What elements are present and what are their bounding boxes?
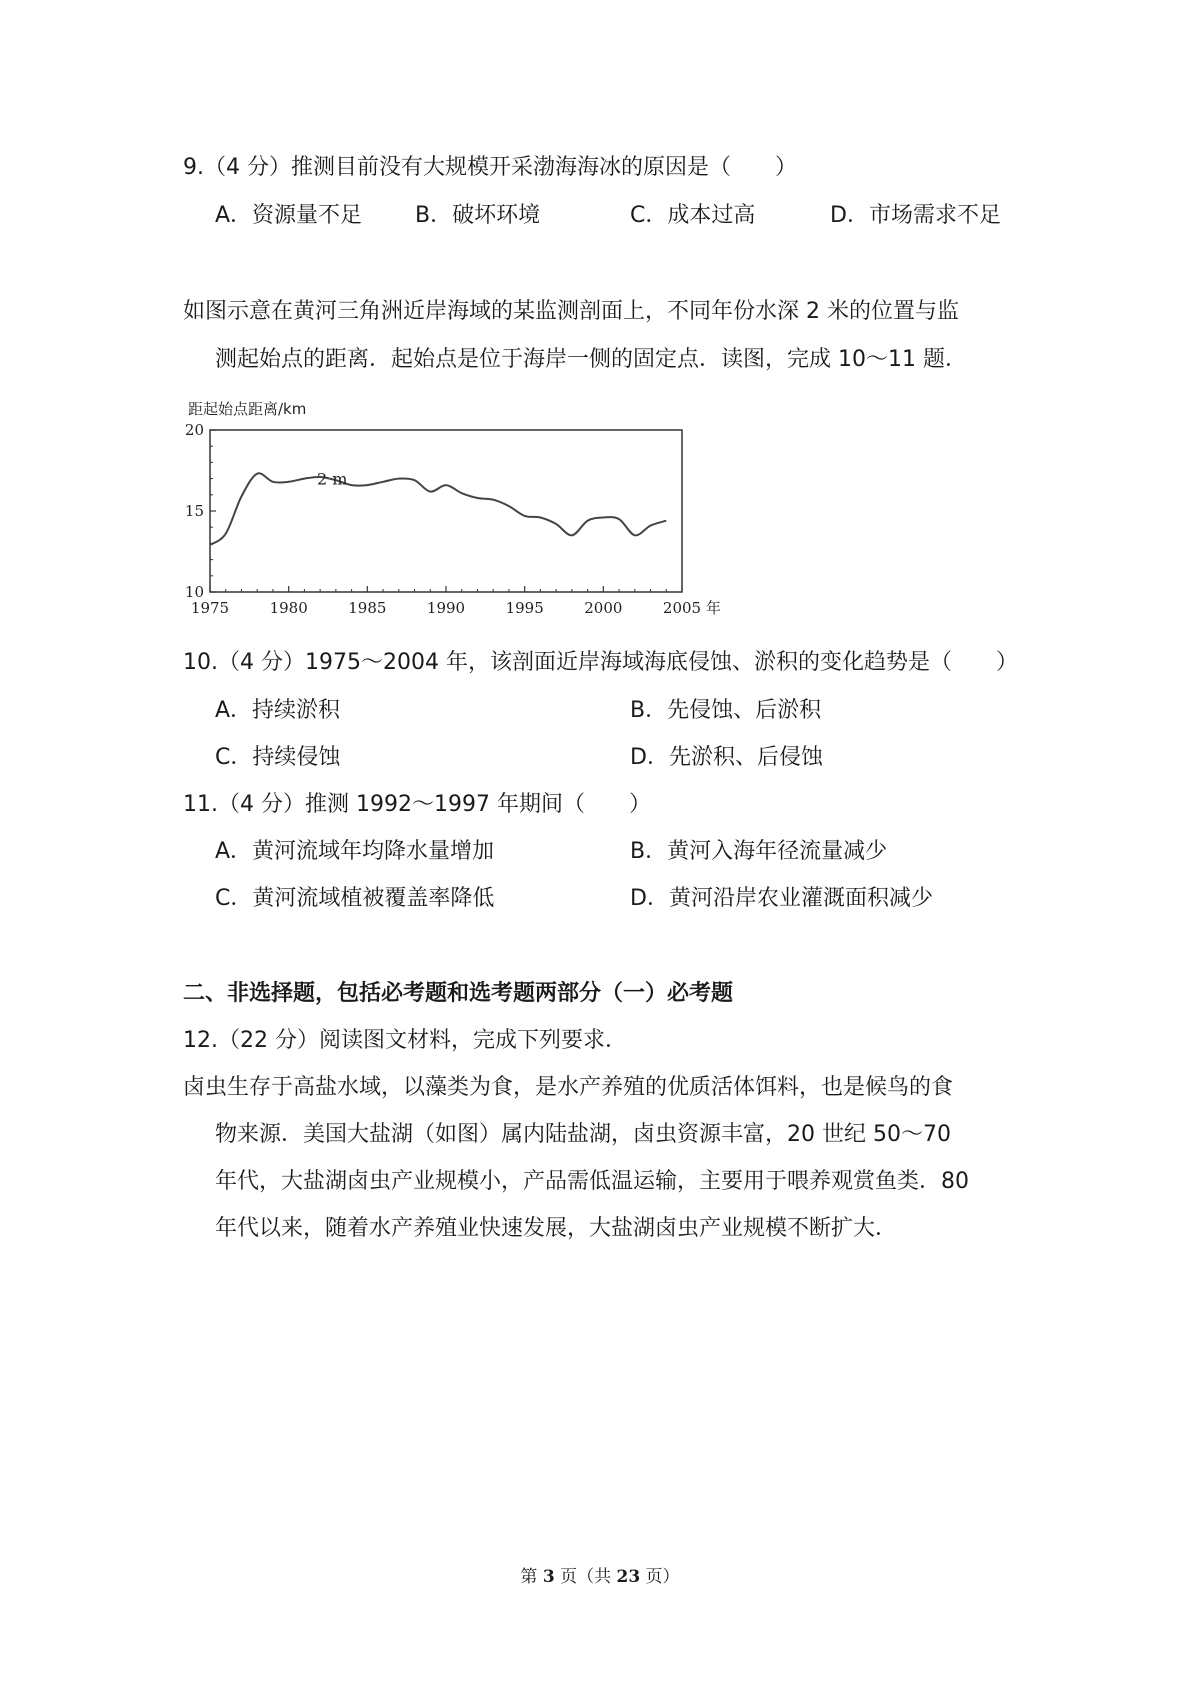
y-tick-label: 15 xyxy=(184,502,204,520)
intro-line-2: 测起始点的距离．起始点是位于海岸一侧的固定点．读图，完成 10～11 题． xyxy=(215,347,967,372)
q12-material-line-1: 卤虫生存于高盐水域，以藻类为食，是水产养殖的优质活体饵料，也是候鸟的食 xyxy=(183,1075,954,1100)
q9-option-d: D．市场需求不足 xyxy=(830,203,1001,228)
footer-suffix: 页） xyxy=(640,1567,680,1587)
footer-middle: 页（共 xyxy=(554,1567,617,1587)
x-tick-label: 1975 xyxy=(190,599,230,617)
q11-stem: 11.（4 分）推测 1992～1997 年期间（ ） xyxy=(183,792,651,817)
x-tick-label: 1985 xyxy=(348,599,387,617)
q10-option-d: D．先淤积、后侵蚀 xyxy=(630,745,823,770)
q12-material-line-2: 物来源．美国大盐湖（如图）属内陆盐湖，卤虫资源丰富，20 世纪 50～70 xyxy=(215,1122,951,1147)
footer-page-number: 3 xyxy=(542,1567,555,1587)
q11-option-b: B．黄河入海年径流量减少 xyxy=(630,839,888,864)
intro-line-1: 如图示意在黄河三角洲近岸海域的某监测剖面上，不同年份水深 2 米的位置与监 xyxy=(183,299,959,324)
q12-material-line-3: 年代，大盐湖卤虫产业规模小，产品需低温运输，主要用于喂养观赏鱼类．80 xyxy=(215,1169,969,1194)
x-tick-label: 1995 xyxy=(505,599,544,617)
section2-heading: 二、非选择题，包括必考题和选考题两部分（一）必考题 xyxy=(183,981,734,1006)
series-line-2m xyxy=(210,473,666,545)
q11-option-c: C．黄河流域植被覆盖率降低 xyxy=(215,886,495,911)
chart-y-title: 距起始点距离/km xyxy=(188,400,307,418)
x-tick-label: 1980 xyxy=(269,599,308,617)
q9-stem: 9.（4 分）推测目前没有大规模开采渤海海冰的原因是（ ） xyxy=(183,155,797,180)
footer-total-pages: 23 xyxy=(616,1567,641,1587)
x-tick-label: 2000 xyxy=(584,599,623,617)
x-tick-label: 1990 xyxy=(426,599,466,617)
y-tick-label: 10 xyxy=(184,583,204,601)
x-tick-label: 2005 xyxy=(662,599,702,617)
page-footer xyxy=(0,1562,1200,1587)
q12-material-line-4: 年代以来，随着水产养殖业快速发展，大盐湖卤虫产业规模不断扩大． xyxy=(215,1216,898,1241)
distance-line-chart xyxy=(180,412,740,632)
q11-option-d: D．黄河沿岸农业灌溉面积减少 xyxy=(630,886,933,911)
footer-prefix: 第 xyxy=(520,1567,543,1587)
q10-option-a: A．持续淤积 xyxy=(215,698,341,723)
q11-option-a: A．黄河流域年均降水量增加 xyxy=(215,839,495,864)
q9-option-b: B．破坏环境 xyxy=(415,203,541,228)
x-axis-label: 年 xyxy=(706,599,722,617)
series-label-2m: 2 m xyxy=(316,469,348,489)
q10-option-b: B．先侵蚀、后淤积 xyxy=(630,698,822,723)
q10-option-c: C．持续侵蚀 xyxy=(215,745,341,770)
q9-option-a: A．资源量不足 xyxy=(215,203,363,228)
q10-stem: 10.（4 分）1975～2004 年，该剖面近岸海域海底侵蚀、淤积的变化趋势是（ ） xyxy=(183,650,1018,675)
plot-frame xyxy=(210,430,682,592)
q9-option-c: C．成本过高 xyxy=(630,203,756,228)
q12-stem: 12.（22 分）阅读图文材料，完成下列要求． xyxy=(183,1028,627,1053)
y-tick-label: 20 xyxy=(184,421,204,439)
